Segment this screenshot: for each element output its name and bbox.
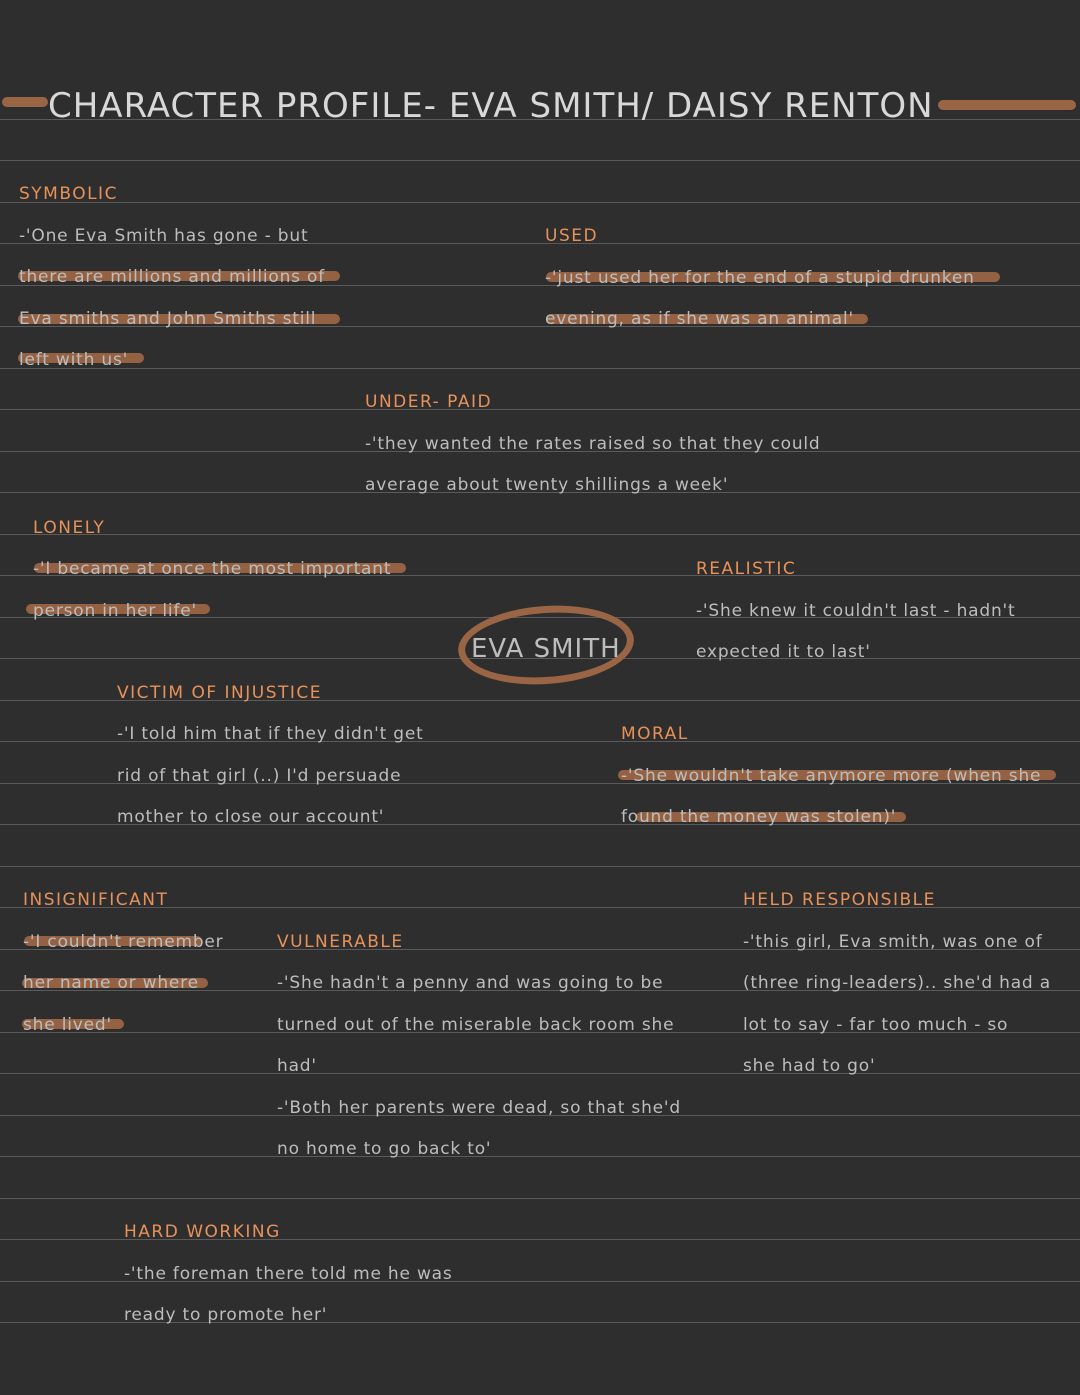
quote-line: had' xyxy=(277,1056,317,1076)
heading-victim: VICTIM OF INJUSTICE xyxy=(117,683,323,703)
quote-line: she had to go' xyxy=(743,1056,876,1076)
quote-line: -'this girl, Eva smith, was one of xyxy=(743,932,1043,952)
heading-moral: MORAL xyxy=(621,724,689,744)
quote-line: found the money was stolen)' xyxy=(621,807,897,827)
quote-line: ready to promote her' xyxy=(124,1305,328,1325)
quote-line: there are millions and millions of xyxy=(19,267,326,287)
heading-hard-working: HARD WORKING xyxy=(124,1222,281,1242)
quote-line: Eva smiths and John Smiths still xyxy=(19,309,317,329)
quote-line: -'Both her parents were dead, so that she'd xyxy=(277,1098,681,1118)
quote-line: turned out of the miserable back room she xyxy=(277,1015,675,1035)
page-title: CHARACTER PROFILE- EVA SMITH/ DAISY RENTON xyxy=(48,86,934,126)
heading-held-responsible: HELD RESPONSIBLE xyxy=(743,890,936,910)
heading-vulnerable: VULNERABLE xyxy=(277,932,404,952)
heading-insignificant: INSIGNIFICANT xyxy=(23,890,169,910)
quote-line: rid of that girl (..) I'd persuade xyxy=(117,766,402,786)
title-underline-right xyxy=(938,100,1076,110)
quote-line: no home to go back to' xyxy=(277,1139,492,1159)
quote-line: -'I became at once the most important xyxy=(33,559,392,579)
heading-underpaid: UNDER- PAID xyxy=(365,392,493,412)
heading-realistic: REALISTIC xyxy=(696,559,797,579)
quote-line: -'I couldn't remember xyxy=(23,932,224,952)
quote-line: person in her life' xyxy=(33,601,197,621)
quote-line: she lived' xyxy=(23,1015,112,1035)
quote-line: -'She hadn't a penny and was going to be xyxy=(277,973,664,993)
center-label: EVA SMITH xyxy=(471,634,621,664)
quote-line: average about twenty shillings a week' xyxy=(365,475,729,495)
quote-line: lot to say - far too much - so xyxy=(743,1015,1009,1035)
quote-line: evening, as if she was an animal' xyxy=(545,309,854,329)
quote-line: -'the foreman there told me he was xyxy=(124,1264,453,1284)
quote-line: left with us' xyxy=(19,350,129,370)
heading-symbolic: SYMBOLIC xyxy=(19,184,118,204)
quote-line: -'I told him that if they didn't get xyxy=(117,724,424,744)
heading-lonely: LONELY xyxy=(33,518,106,538)
quote-line: -'just used her for the end of a stupid drunken xyxy=(545,268,975,288)
quote-line: (three ring-leaders).. she'd had a xyxy=(743,973,1051,993)
quote-line: -'She knew it couldn't last - hadn't xyxy=(696,601,1016,621)
quote-line: mother to close our account' xyxy=(117,807,385,827)
quote-line: -'She wouldn't take anymore more (when she xyxy=(621,766,1042,786)
quote-line: -'One Eva Smith has gone - but xyxy=(19,226,309,246)
title-underline-left xyxy=(2,97,48,107)
quote-line: expected it to last' xyxy=(696,642,871,662)
heading-used: USED xyxy=(545,226,599,246)
quote-line: -'they wanted the rates raised so that they could xyxy=(365,434,821,454)
quote-line: her name or where xyxy=(23,973,199,993)
